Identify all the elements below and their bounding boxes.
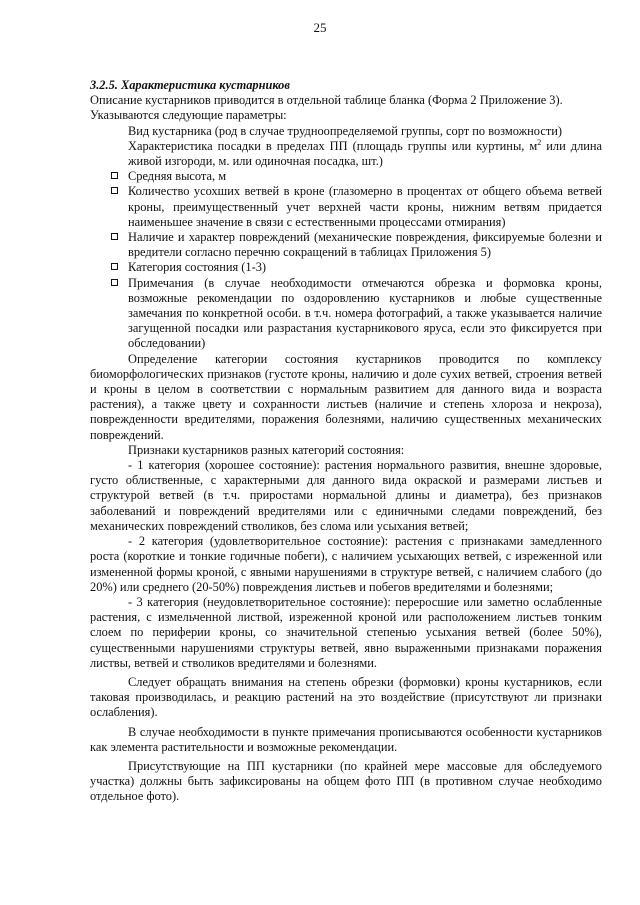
- checked-parameter-list: [90, 169, 602, 351]
- paragraph-condition-definition: Определение категории состояния кустарников проводится по комплексу биоморфологических признаков (густоте кроны, наличию и доле сухих ветвей, строения ветвей и кроны в целом в соответствии с нормальным развитием для данного вида и возраста растения), а также цвету и сохранности листьев (наличие и степень хлороза и некроза), поврежденности вредителями, поражения болезнями, наличию существенных механических повреждений.: [90, 351, 602, 442]
- paragraph-notes: В случае необходимости в пункте примечания прописываются особенности кустарников как элемента растительности и возможные рекомендации.: [90, 724, 602, 754]
- paragraph-categories-intro: Признаки кустарников разных категорий состояния:: [128, 442, 405, 457]
- paragraph-photo: Присутствующие на ПП кустарники (по крайней мере массовые для обследуемого участка) должны быть зафиксированы на общем фото ПП (в противном случае необходимо отдельное фото).: [90, 758, 602, 804]
- paragraph-category-3: - 3 категория (неудовлетворительное состояние): переросшие или заметно ослабленные растения, с измельченной листвой, изреженной кроной или расположением листьев тонким слоем по периферии кроны, со значительной степенью усыхания ветвей (более 50%), существенными нарушениями структуры ветвей, явно выраженными признаками поражения листвы, ветвей и стволиков вредителями и болезнями.: [90, 594, 602, 670]
- checklist-item-text: Примечания (в случае необходимости отмечаются обрезка и формовка кроны, возможные рекомендации по оздоровлению кустарников и любые существенные замечания по конкретной особи. в т.ч. номера фотографий, а также указывается наличие загущенной посадки или разрастания кустарникового яруса, если это фиксируется при обследовании): [128, 275, 602, 351]
- checklist-item: [90, 276, 602, 352]
- page-number: 25: [313, 20, 327, 35]
- param-shrub-type: Вид кустарника (род в случае трудноопределяемой группы, сорт по возможности): [128, 123, 562, 138]
- intro-line-1: Описание кустарников приводится в отдельной таблице бланка (Форма 2 Приложение 3).: [90, 93, 563, 108]
- checklist-item-text: Количество усохших ветвей в кроне (глазомерно в процентах от общего объема ветвей кроны, преимущественный учет верхней части кроны, нижним ветвям придается наименьшее значение в связи с естественными процессами отмирания): [128, 184, 602, 229]
- checklist-item-text: Наличие и характер повреждений (механические повреждения, фиксируемые болезни и вредители согласно перечню сокращений в таблицах Приложения 5): [128, 230, 602, 260]
- checkbox-icon: [111, 172, 118, 179]
- document-body: [90, 78, 602, 805]
- intro-line-2: Указываются следующие параметры:: [90, 108, 287, 123]
- checklist-item: [90, 169, 602, 184]
- param-planting: Характеристика посадки в пределах ПП (площадь группы или куртины, $м^2$ или длина живой изгороди, м. или одиночная посадка, шт.): [128, 137, 603, 169]
- checklist-item-text: Категория состояния (1-3): [128, 260, 267, 275]
- paragraph-category-1: - 1 категория (хорошее состояние): растения нормального развития, внешне здоровые, густо облиственные, с характерными для данного вида окраской и размерами листьев и структурой ветвей (в т.ч. приростами нормальной длины и диаметра), без признаков заболеваний и повреждений вредителями или с единичными следами повреждений, без механических повреждений стволиков, без слома или усыхания ветвей;: [90, 458, 602, 533]
- checklist-item: [90, 230, 602, 260]
- section-heading: 3.2.5. Характеристика кустарников: [90, 78, 290, 92]
- checkbox-icon: [111, 233, 118, 240]
- checkbox-icon: [111, 279, 118, 286]
- checkbox-icon: [111, 263, 118, 270]
- checkbox-icon: [111, 187, 118, 194]
- checklist-item: [90, 184, 602, 230]
- paragraph-category-2: - 2 категория (удовлетворительное состояние): растения с признаками замедленного роста (короткие и тонкие годичные побеги), с наличием усыхающих ветвей, с изреженной или измененной формы кроной, с явными нарушениями в структуре ветвей, с наличием слабого (до 20%) или среднего (20-50%) повреждения листьев и побегов вредителями и болезнями;: [90, 534, 602, 594]
- plain-parameter-list: [90, 124, 602, 170]
- checklist-item-text: Средняя высота, м: [128, 169, 227, 184]
- checklist-item: [90, 260, 602, 275]
- paragraph-pruning: Следует обращать внимания на степень обрезки (формовки) кроны кустарников, если таковая производилась, и реакцию растений на это воздействие (присутствуют ли признаки ослабления).: [90, 674, 602, 720]
